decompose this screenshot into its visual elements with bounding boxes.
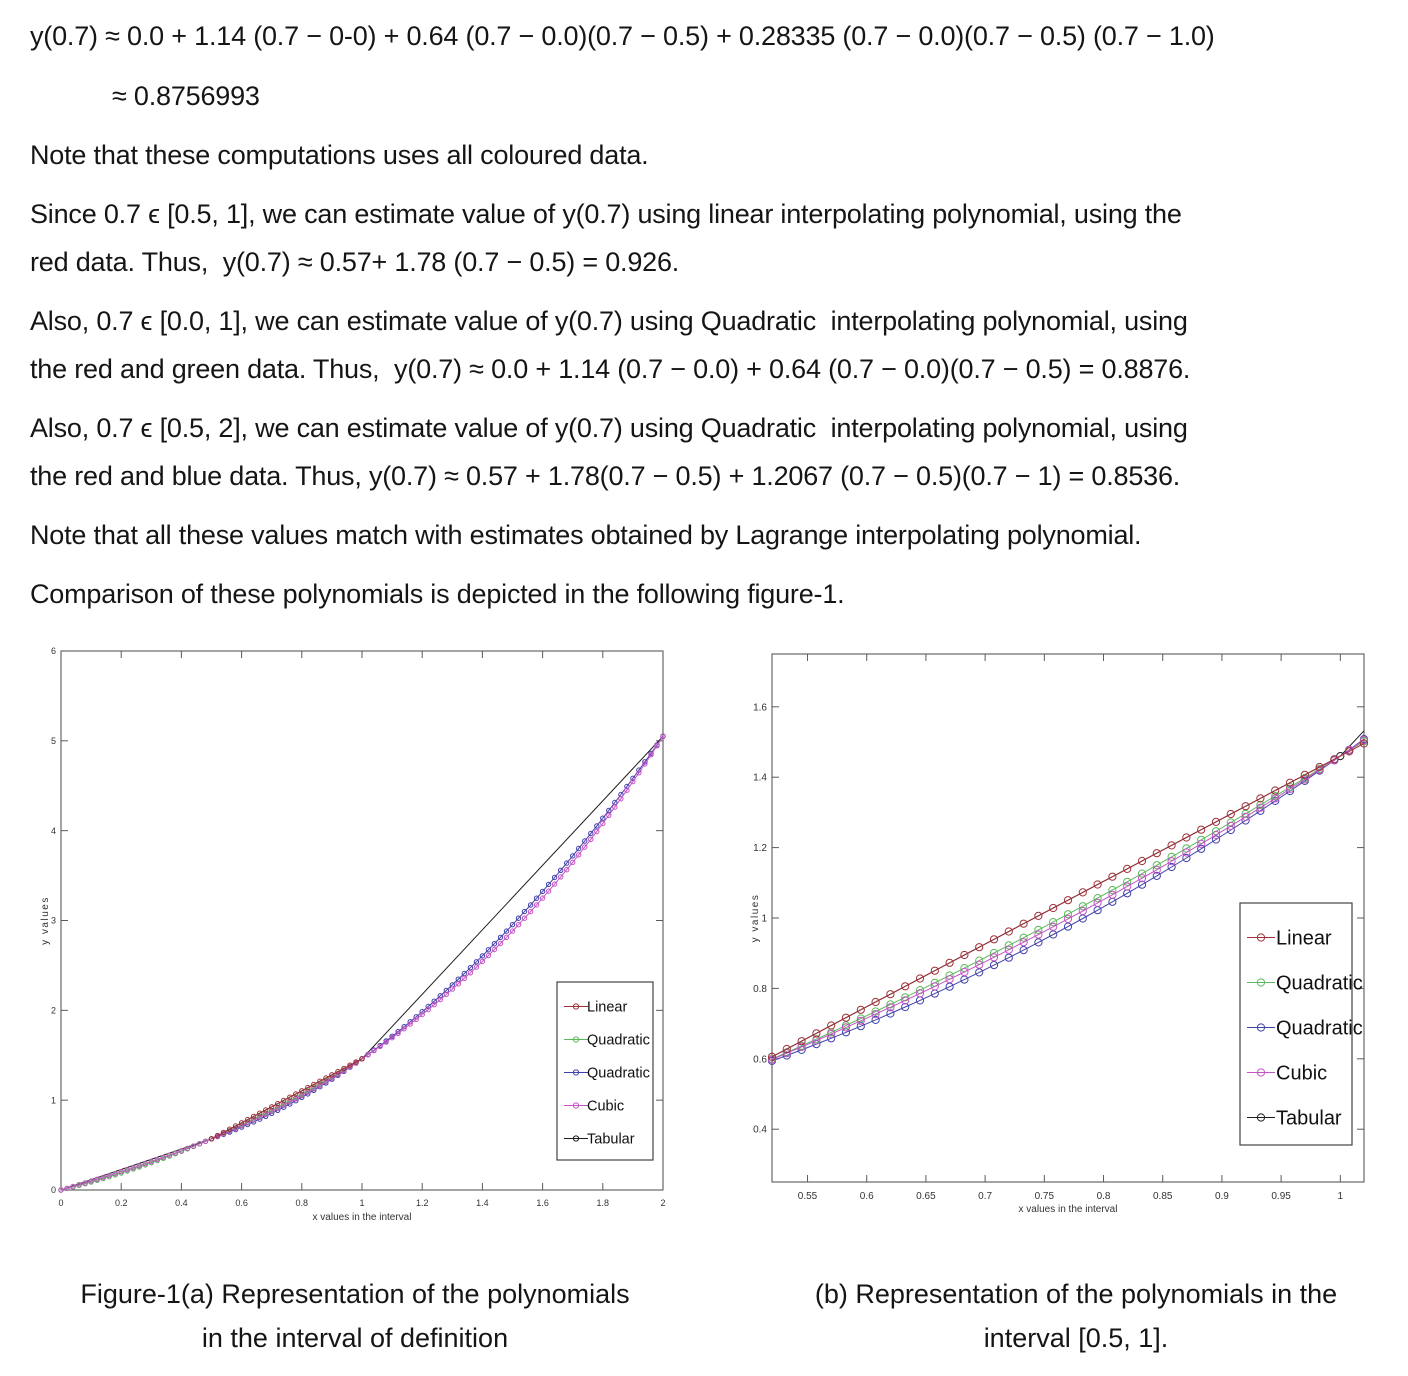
svg-text:1: 1 <box>761 913 767 925</box>
svg-text:0.2: 0.2 <box>114 1198 128 1208</box>
paragraph-note-1: Note that these computations uses all coloured data. <box>30 140 649 170</box>
figure-1b-plot <box>750 645 1398 1240</box>
paragraph-since-line-1: Since 0.7 ϵ [0.5, 1], we can estimate value of y(0.7) using linear interpolating polynomial, using the <box>30 199 1182 229</box>
caption-b-line-2: interval [0.5, 1]. <box>983 1323 1169 1353</box>
svg-text:0.65: 0.65 <box>916 1191 936 1202</box>
formula-line-2: ≈ 0.8756993 <box>112 81 260 111</box>
legend-label: Cubic <box>587 1098 625 1115</box>
paragraph-note-2: Note that all these values match with estimates obtained by Lagrange interpolating polynomial. <box>30 520 1142 550</box>
svg-text:0.4: 0.4 <box>753 1124 767 1136</box>
svg-text:1.6: 1.6 <box>536 1198 549 1208</box>
svg-text:5: 5 <box>50 735 56 746</box>
chart-svg-fig_a <box>40 645 672 1230</box>
svg-text:1.2: 1.2 <box>753 843 767 855</box>
svg-text:0: 0 <box>50 1185 56 1196</box>
legend-label: Linear <box>587 999 628 1016</box>
svg-text:0.6: 0.6 <box>859 1191 874 1202</box>
x-axis-label: x values in the interval <box>1018 1204 1118 1215</box>
chart-svg-fig_b <box>750 645 1398 1240</box>
caption-figure-1a <box>30 1272 680 1360</box>
svg-text:1: 1 <box>1337 1191 1344 1202</box>
svg-text:6: 6 <box>50 646 56 657</box>
svg-text:0.85: 0.85 <box>1152 1191 1173 1202</box>
svg-text:4: 4 <box>50 825 56 836</box>
svg-text:0.6: 0.6 <box>753 1054 767 1066</box>
svg-text:1.2: 1.2 <box>415 1198 429 1208</box>
svg-text:0.9: 0.9 <box>1214 1191 1229 1202</box>
svg-text:1: 1 <box>359 1198 365 1208</box>
y-axis-label: y values <box>750 893 761 943</box>
legend-label: Tabular <box>1276 1107 1342 1130</box>
svg-text:0.6: 0.6 <box>235 1198 248 1208</box>
caption-a-line-1: Figure-1(a) Representation of the polynomials <box>80 1279 630 1309</box>
legend-label: Quadratic <box>587 1032 650 1049</box>
svg-text:1.4: 1.4 <box>476 1198 489 1208</box>
svg-text:0.55: 0.55 <box>797 1191 818 1202</box>
caption-b-line-1: (b) Representation of the polynomials in the <box>814 1279 1338 1309</box>
svg-text:1.8: 1.8 <box>596 1198 610 1208</box>
figure-1a-plot <box>40 645 672 1230</box>
paragraph-also1-line-2: the red and green data. Thus, y(0.7) ≈ 0.0 + 1.14 (0.7 − 0.0) + 0.64 (0.7 − 0.0)(0.7 − 0.5) = 0.8876. <box>30 354 1191 384</box>
legend-label: Quadratic <box>1276 1017 1363 1040</box>
legend <box>1240 903 1363 1145</box>
formula-line-1: y(0.7) ≈ 0.0 + 1.14 (0.7 − 0-0) + 0.64 (0.7 − 0.0)(0.7 − 0.5) + 0.28335 (0.7 − 0.0)(0.7 − 0.5) (0.7 − 1.0) <box>30 21 1215 51</box>
paragraph-comparison: Comparison of these polynomials is depicted in the following figure-1. <box>30 579 845 609</box>
svg-text:0.8: 0.8 <box>753 983 767 995</box>
svg-text:0.7: 0.7 <box>978 1191 993 1202</box>
svg-text:0.8: 0.8 <box>1096 1191 1111 1202</box>
svg-text:1.4: 1.4 <box>753 772 767 784</box>
svg-text:0.8: 0.8 <box>295 1198 309 1208</box>
legend-label: Quadratic <box>587 1065 650 1082</box>
svg-text:3: 3 <box>50 915 56 926</box>
legend-label: Tabular <box>587 1131 635 1148</box>
legend-label: Cubic <box>1276 1062 1328 1085</box>
paragraph-also1-line-1: Also, 0.7 ϵ [0.0, 1], we can estimate value of y(0.7) using Quadratic interpolating polynomial, using <box>30 306 1188 336</box>
svg-text:0.4: 0.4 <box>175 1198 188 1208</box>
legend-label: Quadratic <box>1276 972 1363 995</box>
svg-text:2: 2 <box>50 1005 56 1016</box>
paragraph-also2-line-2: the red and blue data. Thus, y(0.7) ≈ 0.57 + 1.78(0.7 − 0.5) + 1.2067 (0.7 − 0.5)(0.7 − 1) = 0.8536. <box>30 461 1181 491</box>
series-linear-0 <box>209 1057 364 1141</box>
svg-text:0.95: 0.95 <box>1271 1191 1291 1202</box>
caption-figure-1b <box>756 1272 1396 1360</box>
paragraph-also2-line-1: Also, 0.7 ϵ [0.5, 2], we can estimate value of y(0.7) using Quadratic interpolating polynomial, using <box>30 413 1188 443</box>
svg-text:1.6: 1.6 <box>753 702 767 714</box>
body-text <box>30 12 1382 618</box>
legend-label: Linear <box>1276 927 1332 950</box>
x-axis-label: x values in the interval <box>312 1212 412 1223</box>
svg-text:0: 0 <box>58 1198 64 1208</box>
series-quadratic-1 <box>59 1057 364 1193</box>
svg-text:0.75: 0.75 <box>1034 1191 1055 1202</box>
legend <box>557 982 653 1160</box>
svg-text:2: 2 <box>660 1198 666 1208</box>
paragraph-since-line-2: red data. Thus, y(0.7) ≈ 0.57+ 1.78 (0.7 − 0.5) = 0.926. <box>30 247 680 277</box>
caption-a-line-2: in the interval of definition <box>201 1323 509 1353</box>
svg-text:1: 1 <box>50 1095 56 1106</box>
y-axis-label: y values <box>40 896 51 945</box>
